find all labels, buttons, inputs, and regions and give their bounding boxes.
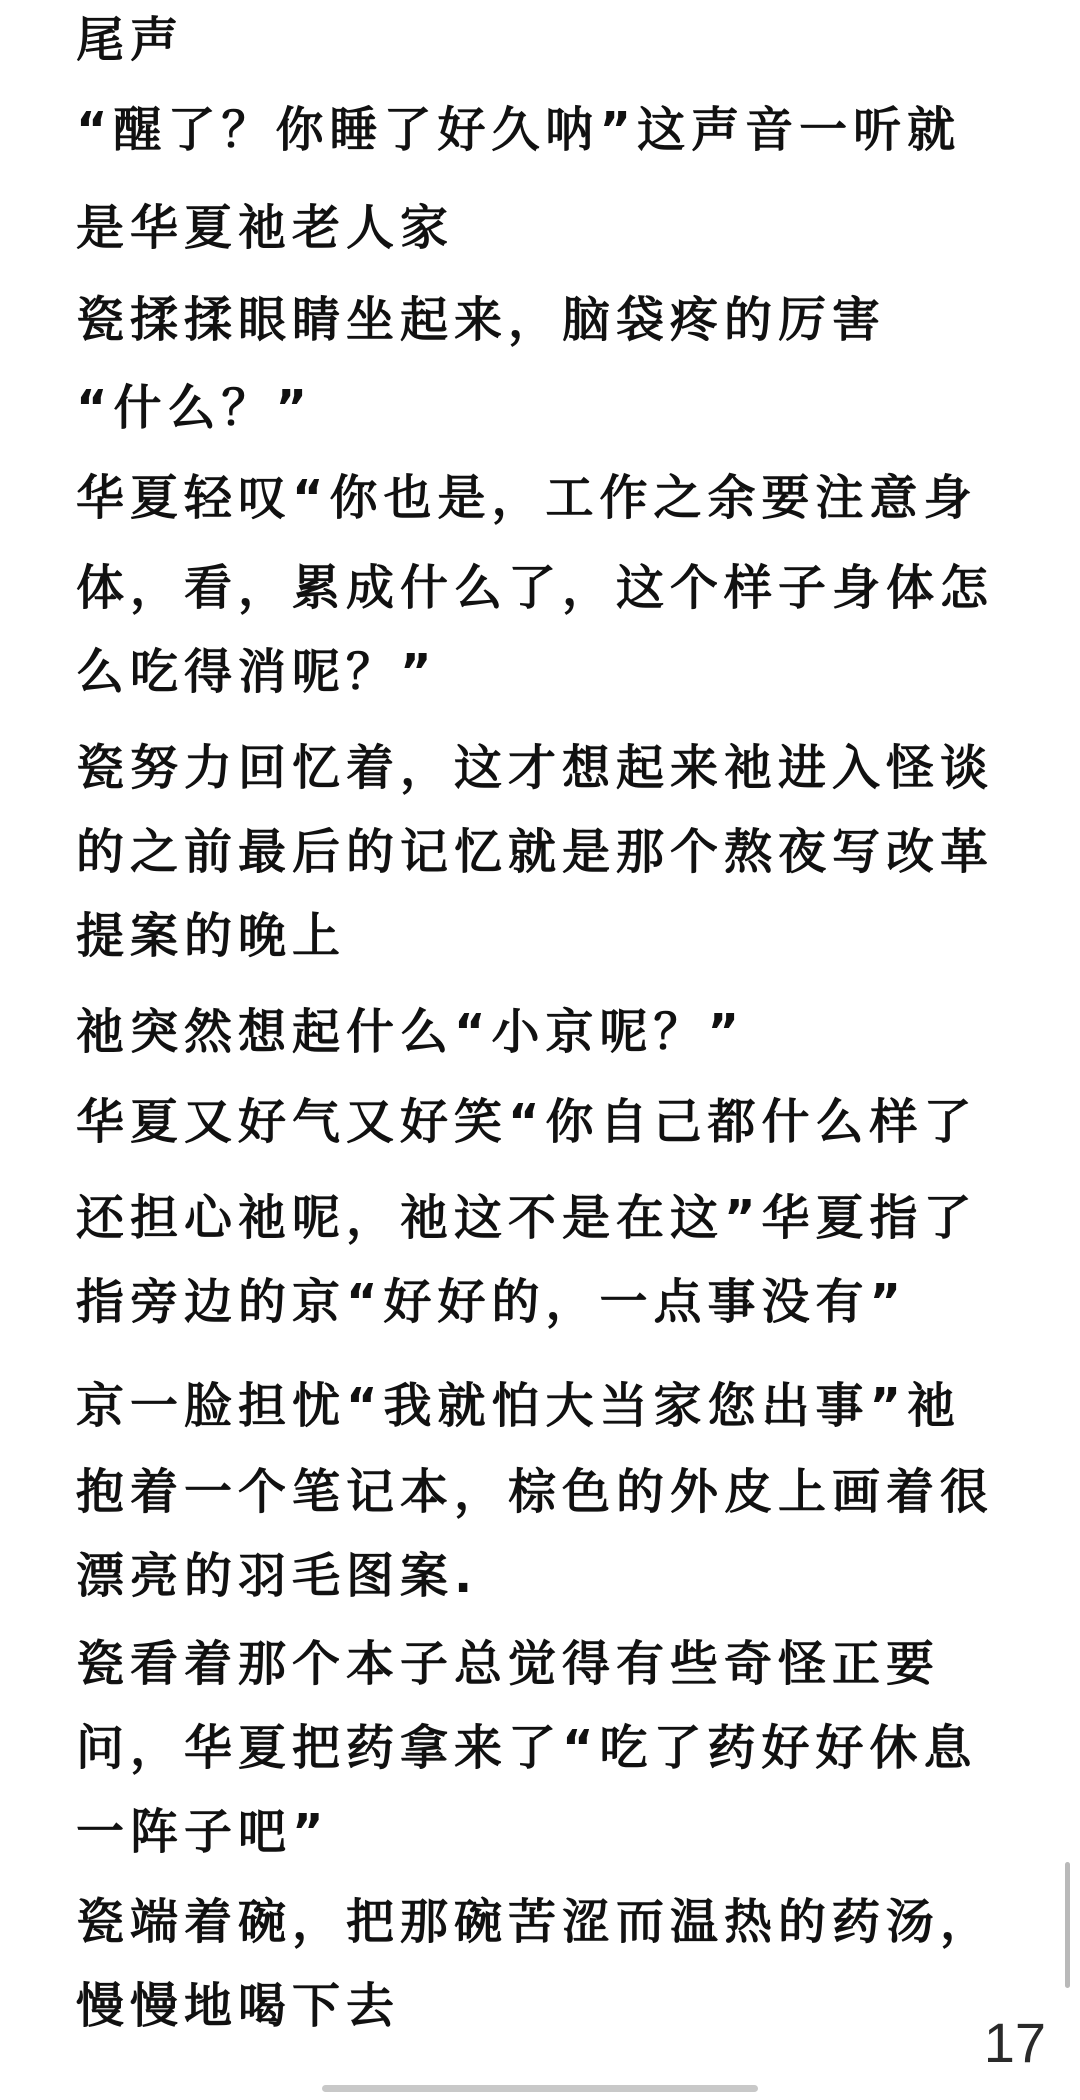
text-line: 一阵子吧” [76, 1804, 330, 1860]
text-line: 瓷努力回忆着，这才想起来祂进入怪谈 [76, 740, 995, 796]
text-line: 体，看，累成什么了，这个样子身体怎 [76, 560, 995, 616]
scrollbar[interactable] [1065, 1862, 1070, 1988]
text-line: 慢慢地喝下去 [76, 1978, 401, 2034]
text-line: 瓷看着那个本子总觉得有些奇怪正要 [76, 1636, 941, 1692]
text-line: 瓷端着碗，把那碗苦涩而温热的药汤， [76, 1894, 995, 1950]
text-line: 还担心祂呢，祂这不是在这”华夏指了 [76, 1190, 978, 1246]
text-line: 么吃得消呢？” [76, 644, 438, 700]
text-line: “醒了？你睡了好久呐”这声音一听就 [76, 102, 962, 158]
text-line: 华夏又好气又好笑“你自己都什么样了 [76, 1094, 978, 1150]
text-line: “什么？” [76, 380, 314, 436]
text-line: 漂亮的羽毛图案. [76, 1548, 479, 1604]
text-line: 祂突然想起什么“小京呢？” [76, 1004, 746, 1060]
home-indicator[interactable] [322, 2085, 758, 2092]
page-number: 17 [983, 2011, 1046, 2074]
text-line: 华夏轻叹“你也是，工作之余要注意身 [76, 470, 978, 526]
text-line: 瓷揉揉眼睛坐起来，脑袋疼的厉害 [76, 292, 887, 348]
text-line: 的之前最后的记忆就是那个熬夜写改革 [76, 824, 995, 880]
text-line: 指旁边的京“好好的，一点事没有” [76, 1274, 908, 1330]
text-line: 抱着一个笔记本，棕色的外皮上画着很 [76, 1464, 995, 1520]
text-line: 是华夏祂老人家 [76, 200, 455, 256]
chapter-title: 尾声 [76, 12, 185, 68]
text-line: 问，华夏把药拿来了“吃了药好好休息 [76, 1720, 978, 1776]
text-line: 提案的晚上 [76, 908, 347, 964]
text-line: 京一脸担忧“我就怕大当家您出事”祂 [76, 1378, 962, 1434]
